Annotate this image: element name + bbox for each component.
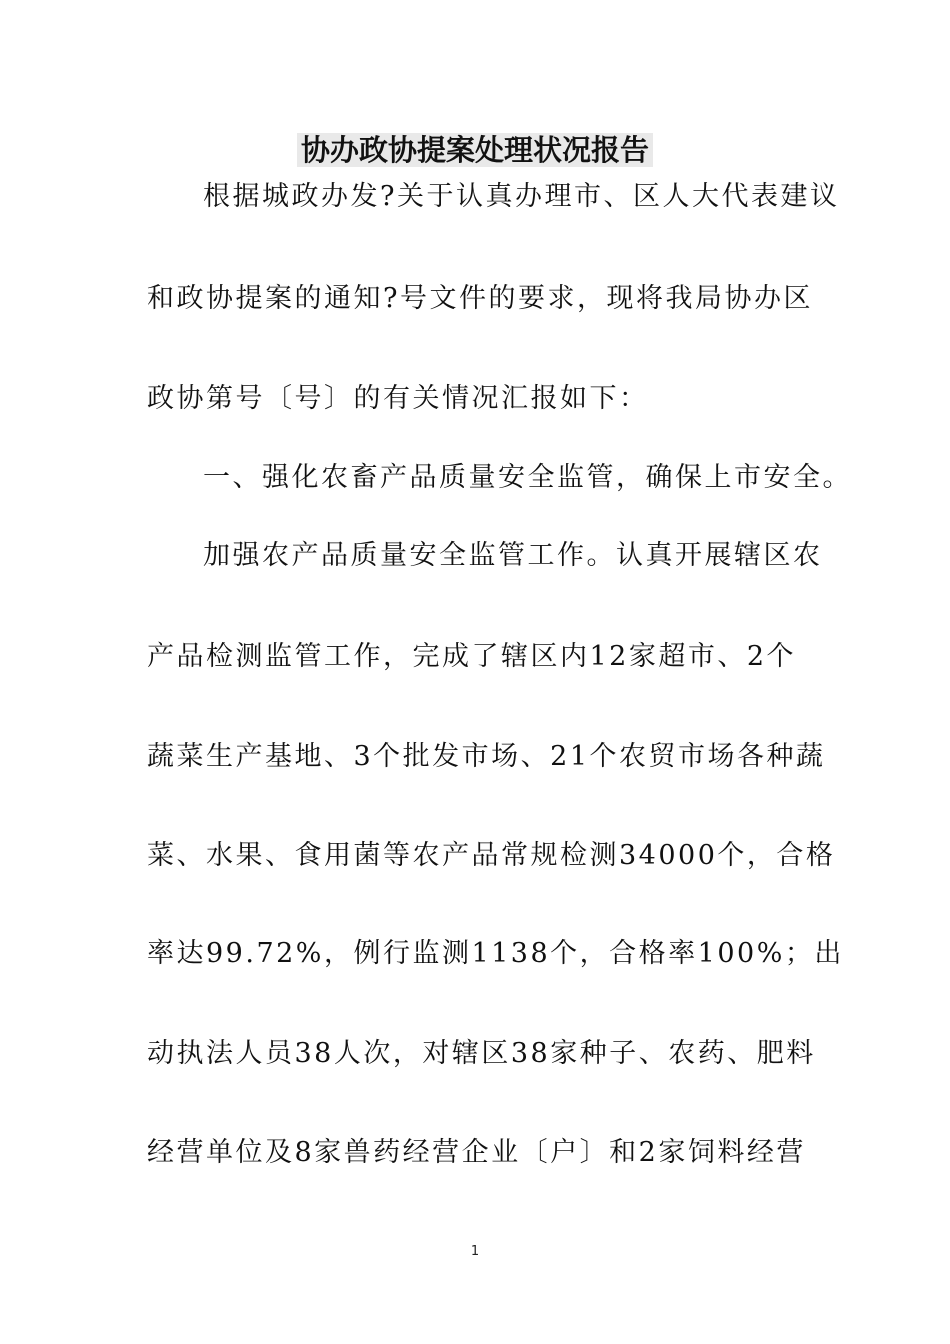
section-heading-1: 一、强化农畜产品质量安全监管，确保上市安全。 [203,462,852,493]
paragraph-line-9: 动执法人员38人次，对辖区38家种子、农药、肥料 [147,1038,816,1069]
paragraph-line-6: 蔬菜生产基地、3个批发市场、21个农贸市场各种蔬 [147,741,826,772]
paragraph-line-10: 经营单位及8家兽药经营企业〔户〕和2家饲料经营 [147,1137,806,1168]
paragraph-line-2: 和政协提案的通知?号文件的要求，现将我局协办区 [147,283,813,314]
document-title-text: 协办政协提案处理状况报告 [297,133,653,167]
paragraph-line-4: 加强农产品质量安全监管工作。认真开展辖区农 [203,540,823,571]
paragraph-line-3: 政协第号〔号〕的有关情况汇报如下： [147,383,649,414]
paragraph-line-8: 率达99.72%，例行监测1138个，合格率100%；出 [147,938,844,969]
paragraph-line-7: 菜、水果、食用菌等农产品常规检测34000个，合格 [147,840,836,871]
paragraph-line-5: 产品检测监管工作，完成了辖区内12家超市、2个 [147,641,797,672]
paragraph-line-1: 根据城政办发?关于认真办理市、区人大代表建议 [203,181,840,212]
page-number: 1 [470,1244,480,1259]
document-title [0,128,950,172]
